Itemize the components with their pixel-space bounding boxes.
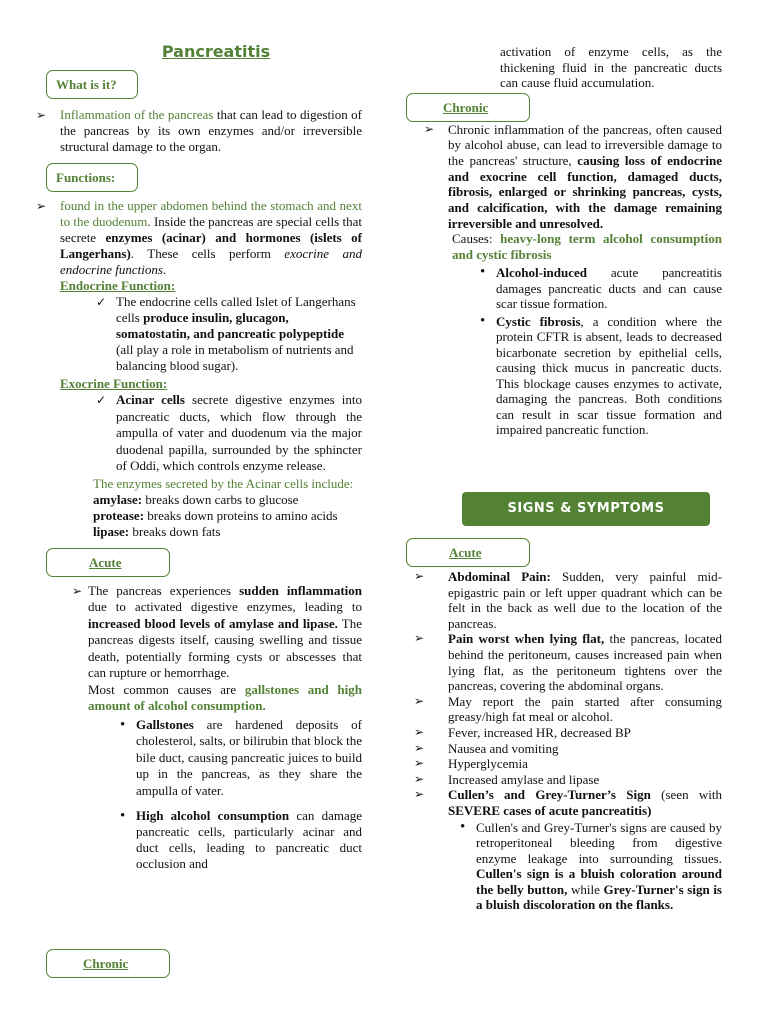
what-is-it-label: What is it? <box>46 70 138 99</box>
exocrine-heading: Exocrine Function: <box>60 376 168 391</box>
cullen-detail-c: while <box>567 881 604 897</box>
hyperglycemia-item <box>406 756 722 772</box>
chronic-causes-label: Causes: <box>452 231 501 247</box>
acute-causes-b: gallstones and high amount of alcohol consumption. <box>88 681 362 713</box>
exocrine-item <box>94 392 362 475</box>
acute-list-left <box>60 583 362 682</box>
enzyme-row <box>93 524 362 540</box>
chronic-label-right: Chronic <box>406 93 530 122</box>
alcohol-name: High alcohol consumption <box>136 808 290 823</box>
chronic-label-left: Chronic <box>46 949 170 978</box>
cullen-detail-item <box>456 820 722 914</box>
acute-item-left <box>64 583 362 682</box>
enzyme-row <box>93 508 362 524</box>
chronic-item <box>416 122 722 232</box>
functions-text-e: . <box>162 262 167 277</box>
cullen-detail-list <box>456 820 722 914</box>
cullen-detail-b: Cullen's sign is a bluish coloration around the belly button, <box>476 866 722 897</box>
nausea-text: Nausea and vomiting <box>448 740 559 756</box>
enzyme-name: amylase: <box>93 491 143 507</box>
endocrine-heading: Endocrine Function: <box>60 278 176 293</box>
cystic-fibrosis-name: Cystic fibrosis <box>496 313 581 329</box>
what-is-it-list <box>60 107 362 155</box>
acute-text-c: due to activated digestive enzymes, leading to <box>88 599 362 614</box>
chronic-causes <box>452 231 722 263</box>
fever-item <box>406 725 722 741</box>
functions-text-b: enzymes (acinar) and hormones (islets of Langerhans) <box>60 230 362 261</box>
acute-causes-list <box>116 717 362 873</box>
chronic-list <box>412 122 722 232</box>
signs-section <box>406 538 722 913</box>
alcohol-induced-desc: acute pancreatitis damages pancreatic ducts and can cause scar tissue formation. <box>496 265 722 312</box>
nausea-item <box>406 741 722 757</box>
cullen-detail-d: Grey-Turner's sign is a bluish discoloration on the flanks. <box>476 881 722 913</box>
what-is-it-rest-text: that can lead to digestion of the pancreas by its own enzymes and/or irreversible structural damage to the organ. <box>60 107 362 154</box>
right-column <box>412 44 722 438</box>
abdominal-pain-name: Abdominal Pain: <box>448 569 551 584</box>
chronic-text-b: causing loss of endocrine and exocrine cell function, damaged ducts, fibrosis, enlarged or shrinking pancreas, cysts, and calcification, with the damage remaining irreversible and unresolved. <box>448 152 722 231</box>
cullen-text-a: (seen with <box>650 787 722 803</box>
enzyme-name: lipase: <box>93 523 130 539</box>
functions-item <box>28 198 362 278</box>
left-column <box>56 42 363 872</box>
chronic-causes-list <box>476 265 722 438</box>
gallstones-name: Gallstones <box>136 716 194 732</box>
acute-text-b: sudden inflammation <box>239 582 362 598</box>
functions-label: Functions: <box>46 163 138 192</box>
lying-flat-name: Pain worst when lying flat, <box>448 631 605 647</box>
enzyme-desc: breaks down fats <box>129 523 221 539</box>
alcohol-item <box>116 808 362 872</box>
alcohol-desc: can damage pancreatic cells, particularly acinar and duct cells, leading to pancreatic duct occlusion and <box>136 808 363 871</box>
chronic-causes-green: heavy-long term alcohol consumption and cystic fibrosis <box>452 231 722 263</box>
cullen-text-b: SEVERE cases of acute pancreatitis) <box>448 802 652 818</box>
exocrine-text-b: secrete digestive enzymes into pancreatic ducts, which flow through the ampulla of vater and duodenum via the major duodenal papilla, surrounded by the sphincter of Oddi, which controls enzyme release. <box>116 392 362 473</box>
lying-flat-item <box>406 631 722 693</box>
alcohol-induced-name: Alcohol-induced <box>496 265 588 281</box>
functions-text-d: exocrine and endocrine functions <box>60 246 362 277</box>
acute-text-d: increased blood levels of amylase and lipase. <box>88 615 338 631</box>
cystic-fibrosis-item <box>476 314 722 438</box>
lying-flat-desc: the pancreas, located behind the peritoneum, causes increased pain when lying flat, as the peritoneum tightens over the pancreas, covering the abdominal organs. <box>448 631 722 694</box>
acute-label-left: Acute <box>46 548 170 577</box>
endocrine-text-c: (all play a role in metabolism of nutrients and balancing blood sugar). <box>116 342 354 373</box>
gallstones-desc: are hardened deposits of cholesterol, salts, or bilirubin that block the bile duct, causing pancreatic juices to build up in the pancreas, as they share the ampulla of vater. <box>136 716 363 798</box>
endocrine-text-a: The endocrine cells called Islet of Langerhans cells <box>116 294 356 325</box>
report-item <box>406 694 722 725</box>
chronic-text-a: Chronic inflammation of the pancreas, often caused by alcohol abuse, can lead to irreversible damage to the pancreas' structure, <box>448 121 722 168</box>
continuation-text: activation of enzyme cells, as the thickening fluid in the pancreatic ducts can cause fluid accumulation. <box>500 44 722 90</box>
signs-symptoms-banner: SIGNS & SYMPTOMS <box>462 492 710 526</box>
signs-list <box>406 569 722 819</box>
abdominal-pain-desc: Sudden, very painful mid-epigastric pain or left upper quadrant which can be felt in the back as well due to the location of the pancreas. <box>448 569 722 631</box>
report-text: May report the pain started after consuming greasy/high fat meal or alcohol. <box>448 693 722 725</box>
enzymes-list <box>93 492 362 540</box>
abdominal-pain-item <box>406 569 722 631</box>
alcohol-induced-item <box>476 265 722 312</box>
acute-label-right: Acute <box>406 538 530 567</box>
fever-text: Fever, increased HR, decreased BP <box>448 724 631 740</box>
hyperglycemia-text: Hyperglycemia <box>448 756 528 772</box>
enzyme-name: protease: <box>93 507 145 523</box>
cullen-item <box>406 787 722 818</box>
cullen-name: Cullen’s and Grey-Turner’s Sign <box>448 787 651 803</box>
acute-causes-a: Most common causes are <box>88 681 245 697</box>
enzyme-row <box>93 492 362 508</box>
what-is-it-item <box>28 107 362 155</box>
exocrine-text-a: Acinar cells <box>116 392 185 407</box>
acute-text-e: The pancreas digests itself, causing swelling and tissue death, potentially forming cysts or abscesses that can rupture or hemorrhage. <box>88 615 362 680</box>
functions-text-a: . Inside the pancreas are special cells that secrete <box>60 214 362 245</box>
functions-text-c: . These cells perform <box>130 246 285 261</box>
cullen-detail-a: Cullen's and Grey-Turner's signs are caused by retroperitoneal bleeding from digestive enzyme leakage into surrounding tissues. <box>476 819 722 866</box>
endocrine-list <box>94 294 362 374</box>
endocrine-item <box>94 294 362 374</box>
functions-list <box>60 198 362 278</box>
acute-text-a: The pancreas experiences <box>88 582 240 598</box>
page-title: Pancreatitis <box>161 42 271 61</box>
endocrine-text-b: produce insulin, glucagon, somatostatin, and pancreatic polypeptide <box>116 310 344 341</box>
enzyme-desc: breaks down carbs to glucose <box>142 491 299 507</box>
enzymes-intro: The enzymes secreted by the Acinar cells include: <box>93 475 354 491</box>
gallstones-item <box>116 717 362 800</box>
amylase-item <box>406 772 722 788</box>
what-is-it-green-text: Inflammation of the pancreas <box>60 107 214 122</box>
enzyme-desc: breaks down proteins to amino acids <box>144 507 338 523</box>
cystic-fibrosis-desc: , a condition where the protein CFTR is absent, leads to decreased bicarbonate secretion by epithelial cells, causing thick mucus in pancreatic ducts. This blockage causes enzymes to activate, damaging the pancreas. Both conditions can result in scar tissue formation and impaired pancreatic function. <box>496 313 722 438</box>
functions-location-text: found in the upper abdomen behind the stomach and next to the duodenum <box>60 198 362 229</box>
acute-causes <box>88 682 362 715</box>
amylase-text: Increased amylase and lipase <box>448 771 600 787</box>
exocrine-list <box>94 392 362 475</box>
